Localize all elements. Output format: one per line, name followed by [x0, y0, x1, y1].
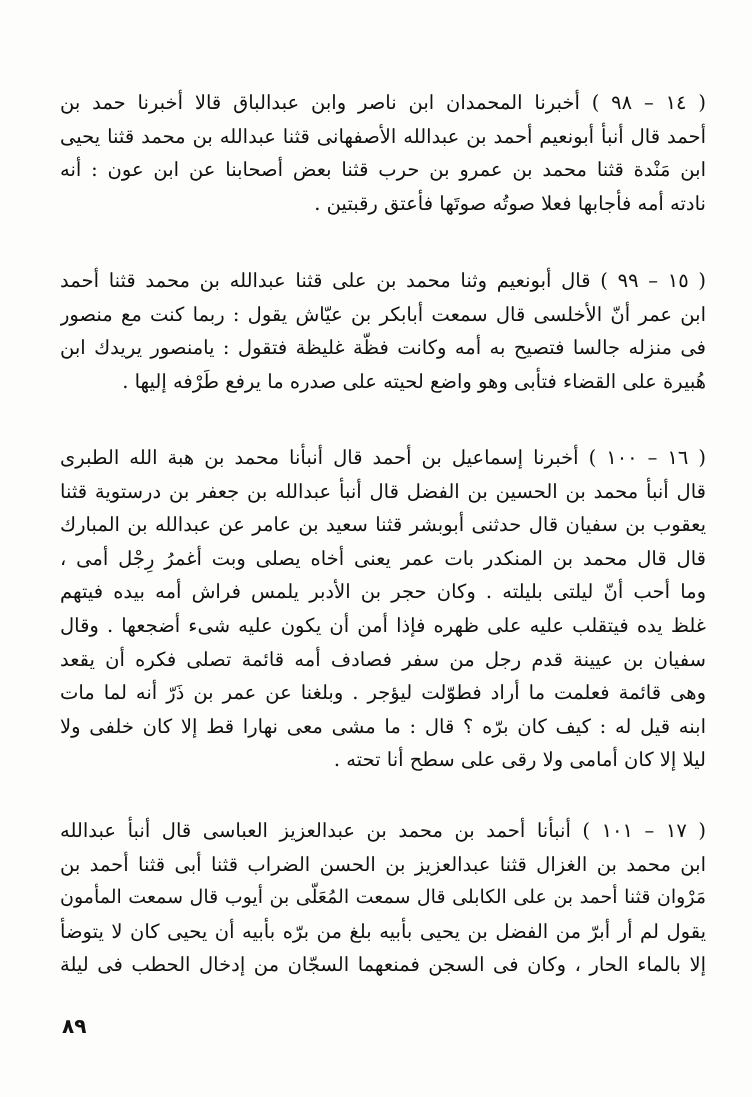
text-line: أحمد قال أنبأ أبونعيم أحمد بن عبدالله الأصفهانى قثنا عبدالله بن محمد قثنا يحيى [60, 124, 706, 148]
text-line: وما أحب أنّ ليلتى بليلته . وكان حجر بن الأدبر يلمس فراش أمه بيده فيتهم [60, 580, 706, 604]
page-number: ٨٩ [62, 1014, 87, 1038]
text-line: ليلا إلا كان أمامى ولا رقى على سطح أنا تحته . [333, 748, 706, 772]
paragraph-98 [60, 86, 706, 220]
text-line: وهى قائمة فعلمت ما أراد فطوّلت ليؤجر . وبلغنا عن عمر بن ذَرّ أنه لما مات [60, 681, 706, 705]
text-line: يقول لم أر أبرّ من الفضل بن يحيى بأبيه بلغ من برّه بأبيه أن يحيى كان لا يتوضأ [60, 919, 706, 943]
text-line: ابن محمد بن الغزال قثنا عبدالعزيز بن الحسن الضراب قثنا أبى قثنا أحمد بن [60, 852, 706, 876]
text-line: ( ١٧ – ١٠١ ) أنبأنا أحمد بن محمد بن عبدالعزيز العباسى قال أنبأ عبدالله [60, 819, 706, 842]
text-line: ( ١٥ – ٩٩ ) قال أبونعيم وثنا محمد بن على قثنا عبدالله بن محمد قثنا أحمد [60, 269, 706, 292]
text-line: قال قال محمد بن المنكدر بات عمر يعنى أخاه يصلى وبت أغمرُ رِجْل أمى ، [60, 546, 706, 570]
text-line: يعقوب بن سفيان قال حدثنى أبوبشر قثنا سعيد بن عامر عن عبدالله بن المبارك [60, 513, 706, 537]
text-line: نادته أمه فأجابها فعلا صوتُه صوتَها فأعتق رقبتين . [314, 191, 706, 215]
text-line: قال أنبأ محمد بن الحسين بن الفضل قال أنبأ عبدالله بن جعفر بن درستوية قثنا [60, 479, 706, 503]
text-line: هُبيرة على القضاء فتأبى وهو واضع لحيته على صدره ما يرفع طَرْفه إليها . [122, 369, 706, 393]
text-line: ابن مَنْدة قثنا محمد بن عمرو بن حرب قثنا بعض أصحابنا عن ابن عون : أنه [60, 158, 706, 182]
text-line: ( ١٤ – ٩٨ ) أخبرنا المحمدان ابن ناصر وابن عبدالباق قالا أخبرنا حمد بن [60, 91, 706, 114]
text-line: غلظ يده فيتقلب عليه على ظهره فإذا أمن أن يكون عليه شىء أضجعها . وقال [60, 613, 706, 637]
paragraph-100 [60, 441, 706, 777]
text-line: ابنه قيل له : كيف كان برّه ؟ قال : ما مشى معى نهارا قط إلا كان خلفى ولا [60, 714, 706, 738]
text-line: إلا بالماء الحار ، وكان فى السجن فمنعهما السجّان من إدخال الحطب فى ليلة [60, 953, 706, 977]
text-line: ( ١٦ – ١٠٠ ) أخبرنا إسماعيل بن أحمد قال أنبأنا محمد بن هبة الله الطبرى [60, 446, 706, 469]
text-line: ابن عمر أنّ الأخلسى قال سمعت أبابكر بن عيّاش يقول : ربما كنت مع منصور [60, 302, 706, 326]
paragraph-101 [60, 814, 706, 982]
text-line: مَرْوان قثنا أحمد بن على الكابلى قال سمعت المُعَلّى بن أيوب قال سمعت المأمون [60, 886, 706, 909]
text-line: فى منزله جالسا فتصيح به أمه وكانت فظّة غليظة فتقول : يامنصور يريدك ابن [60, 336, 706, 360]
text-line: سفيان بن عيينة قدم رجل من سفر فصادف أمه قائمة تصلى فكره أن يقعد [60, 647, 706, 671]
paragraph-99 [60, 264, 706, 398]
